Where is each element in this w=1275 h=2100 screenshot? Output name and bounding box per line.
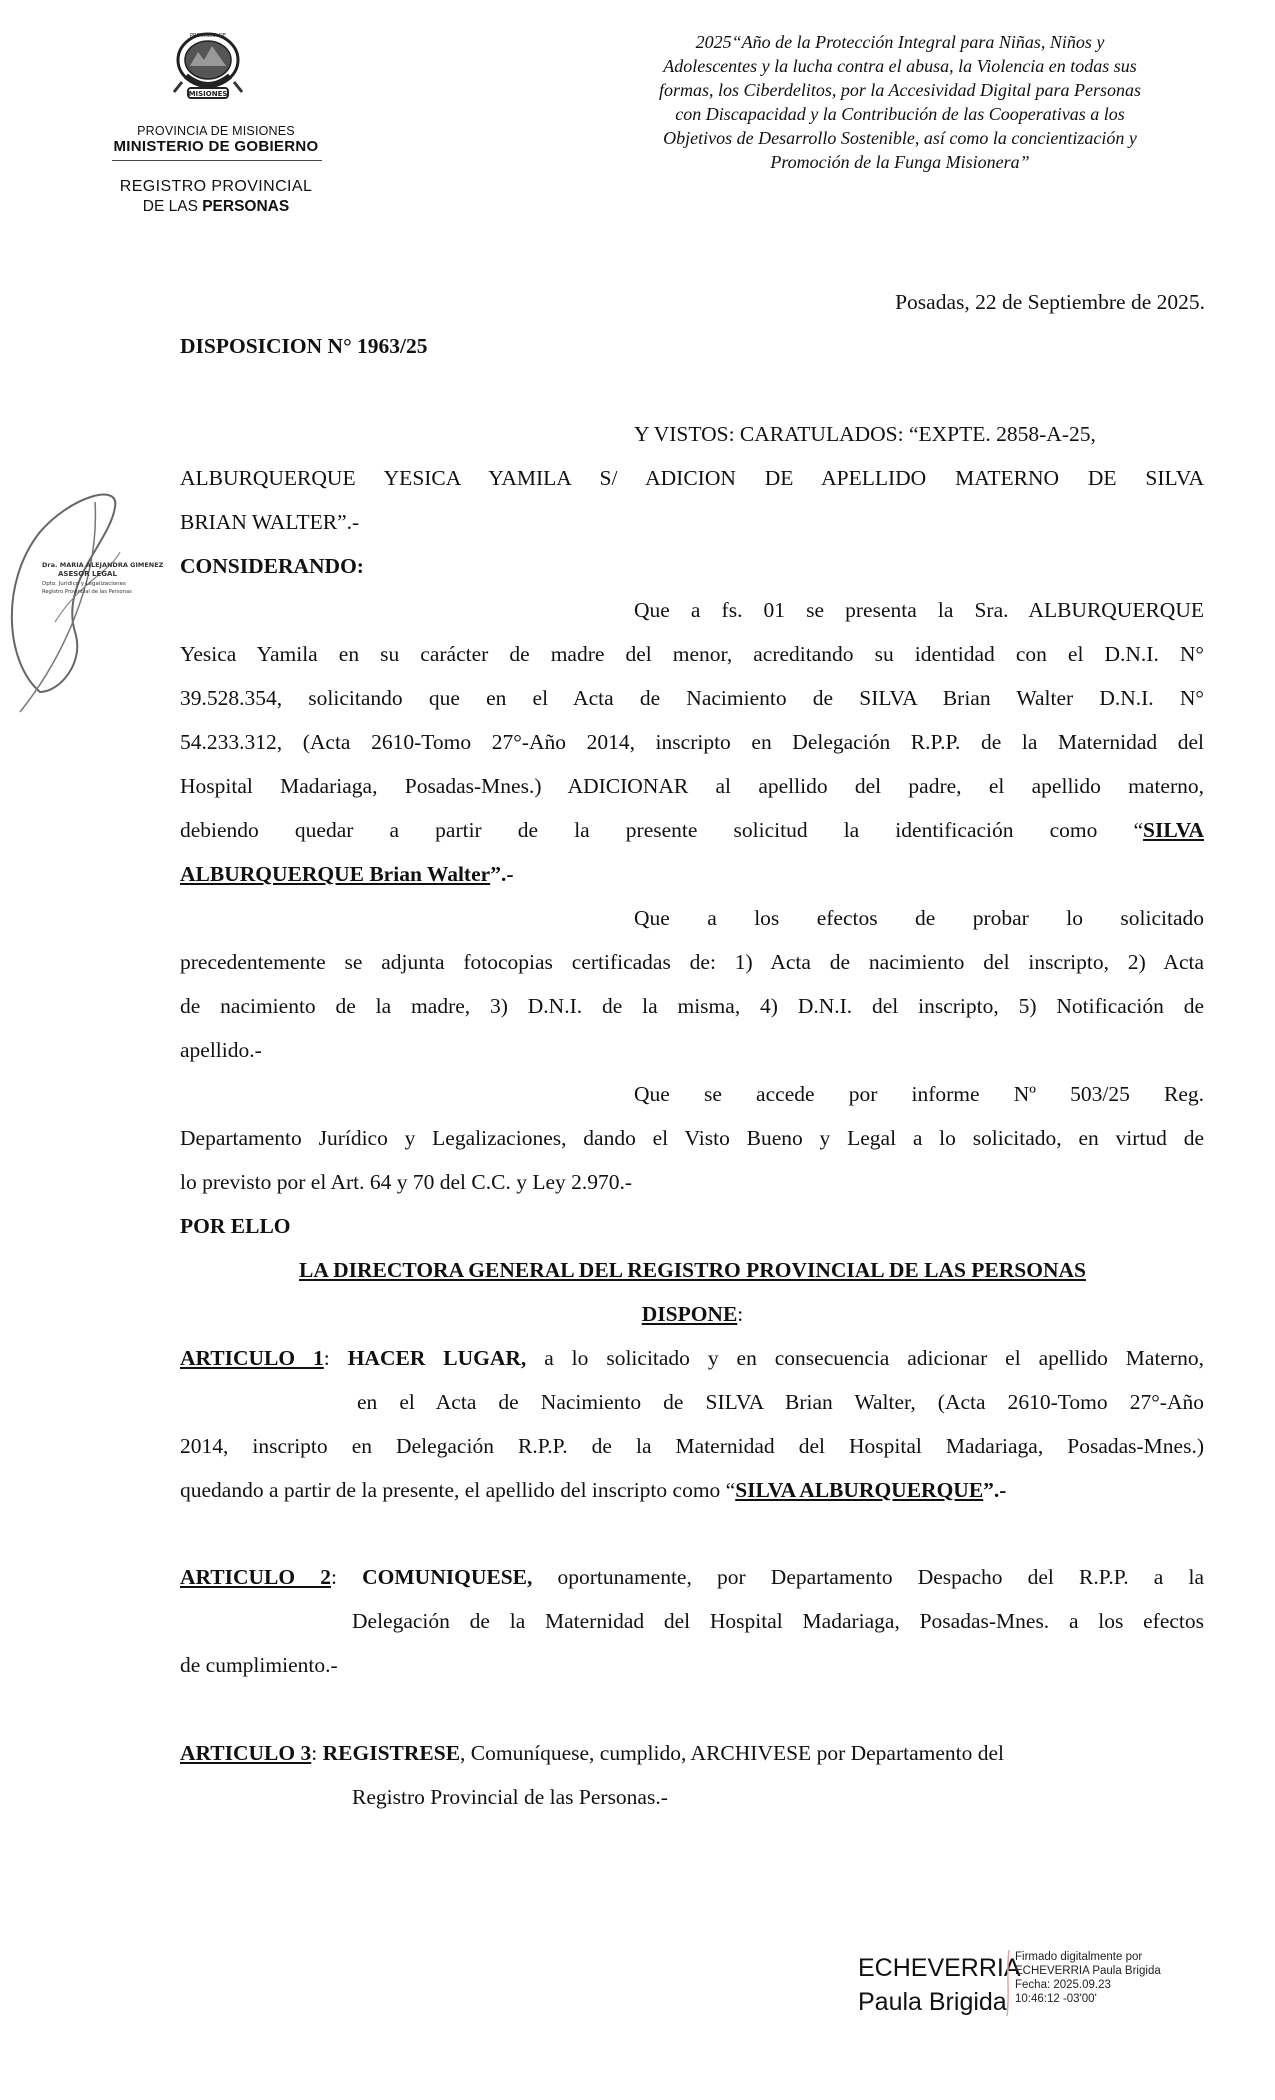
signature-info-line3: Fecha: 2025.09.23 <box>1015 1979 1111 1991</box>
por-ello: POR ELLO <box>180 1214 291 1238</box>
art3-rest: , Comuníquese, cumplido, ARCHIVESE por Departamento del <box>460 1741 1005 1765</box>
directora-heading: LA DIRECTORA GENERAL DEL REGISTRO PROVINCIAL DE LAS PERSONAS <box>299 1258 1086 1282</box>
stamp-line2: ASESOR LEGAL <box>58 570 117 578</box>
province-seal <box>164 26 252 112</box>
dispone-word: DISPONE <box>641 1302 738 1326</box>
p1-line1: Que a fs. 01 se presenta la Sra. ALBURQUERQUE <box>634 598 1204 622</box>
art3-line2: Registro Provincial de las Personas.- <box>352 1785 668 1809</box>
art1-rest: a lo solicitado y en consecuencia adicionar el apellido Materno, <box>526 1346 1204 1370</box>
p2-line3: de nacimiento de la madre, 3) D.N.I. de la misma, 4) D.N.I. del inscripto, 5) Notificación de <box>180 994 1204 1018</box>
art2-line2: Delegación de la Maternidad del Hospital Madariaga, Posadas-Mnes. a los efectos <box>352 1609 1204 1633</box>
art3-label: ARTICULO 3 <box>180 1741 312 1765</box>
art1-label: ARTICULO 1 <box>180 1346 324 1370</box>
p1-line7-bold: ALBURQUERQUE Brian Walter <box>180 862 491 886</box>
signature-mark-icon <box>1005 1948 1011 2018</box>
art3-colon: : <box>311 1741 323 1765</box>
svg-text:PROVINCIA DE: PROVINCIA DE <box>190 33 226 39</box>
signer-name <box>858 1951 1021 2019</box>
stamp-line4: Registro Provincial de las Personas <box>42 589 132 595</box>
svg-text:MISIONES: MISIONES <box>188 90 228 98</box>
vistos-line1: Y VISTOS: CARATULADOS: “EXPTE. 2858-A-25, <box>634 422 1096 446</box>
art1-line4-bold: SILVA ALBURQUERQUE <box>735 1478 984 1502</box>
p1-line6-text: debiendo quedar a partir de la presente solicitud la identificación como “ <box>180 818 1144 842</box>
signer-name-line2: Paula Brigida <box>858 1988 1007 2016</box>
art1-lead: HACER LUGAR, <box>347 1346 527 1370</box>
legal-advisor-stamp <box>0 462 175 718</box>
art2-rest: oportunamente, por Departamento Despacho del R.P.P. a la <box>532 1565 1204 1589</box>
p2-line2: precedentemente se adjunta fotocopias certificadas de: 1) Acta de nacimiento del inscripto, 2) Acta <box>180 950 1204 974</box>
vistos-line2: ALBURQUERQUE YESICA YAMILA S/ ADICION DE APELLIDO MATERNO DE SILVA <box>180 466 1204 490</box>
dispone-colon: : <box>737 1302 744 1326</box>
p2-line4: apellido.- <box>180 1038 262 1062</box>
header-motto: 2025“Año de la Protección Integral para Niñas, Niños y Adolescentes y la lucha contra el abusa, la Violencia en todas sus formas, los Ciberdelitos, por la Accesividad Digital para Personas con Discapacidad y la Contribución de las Cooperativas a los Objetivos de Desarrollo Sostenible, así como la concientización y Promoción de la Funga Misionera” <box>659 32 1141 172</box>
header-ministry: MINISTERIO DE GOBIERNO <box>113 138 319 155</box>
p1-line5: Hospital Madariaga, Posadas-Mnes.) ADICIONAR al apellido del padre, el apellido materno, <box>180 774 1204 798</box>
signature-info-line2: ECHEVERRIA Paula Brigida <box>1015 1965 1161 1977</box>
art1-line4-tail: ”.- <box>983 1478 1007 1502</box>
stamp-line3: Dpto. Jurídico y Legalizaciones <box>42 581 126 587</box>
art3-lead: REGISTRESE <box>322 1741 461 1765</box>
header-province: PROVINCIA DE MISIONES <box>137 124 295 138</box>
art2-line3: de cumplimiento.- <box>180 1653 338 1677</box>
p1-line6-bold: SILVA <box>1143 818 1204 842</box>
disposition-title: DISPOSICION N° 1963/25 <box>180 334 428 358</box>
p3-line1: Que se accede por informe Nº 503/25 Reg. <box>634 1082 1204 1106</box>
art3-line1 <box>180 1741 1004 1766</box>
art1-line4-text: quedando a partir de la presente, el apellido del inscripto como “ <box>180 1478 736 1502</box>
art1-colon: : <box>323 1346 348 1370</box>
art2-lead: COMUNIQUESE, <box>362 1565 533 1589</box>
art1-line4 <box>180 1478 1006 1503</box>
p1-line2: Yesica Yamila en su carácter de madre del menor, acreditando su identidad con el D.N.I. N° <box>180 642 1204 666</box>
considerando-label: CONSIDERANDO: <box>180 554 364 578</box>
place-date: Posadas, 22 de Septiembre de 2025. <box>895 290 1205 314</box>
art1-line2: en el Acta de Nacimiento de SILVA Brian Walter, (Acta 2610-Tomo 27°-Año <box>357 1390 1204 1414</box>
p1-line4: 54.233.312, (Acta 2610-Tomo 27°-Año 2014, inscripto en Delegación R.P.P. de la Maternidad del <box>180 730 1204 754</box>
p1-line7 <box>180 862 513 887</box>
stamp-line1: Dra. MARIA ALEJANDRA GIMENEZ <box>42 561 164 569</box>
signature-info-line1: Firmado digitalmente por <box>1015 1951 1143 1963</box>
header-divider <box>112 160 322 161</box>
vistos-line3: BRIAN WALTER”.- <box>180 510 360 534</box>
art1-line3: 2014, inscripto en Delegación R.P.P. de la Maternidad del Hospital Madariaga, Posadas-Mnes.) <box>180 1434 1204 1458</box>
p3-line2: Departamento Jurídico y Legalizaciones, dando el Visto Bueno y Legal a lo solicitado, en virtud de <box>180 1126 1204 1150</box>
p3-line3: lo previsto por el Art. 64 y 70 del C.C. y Ley 2.970.- <box>180 1170 633 1194</box>
signer-name-line1: ECHEVERRIA <box>858 1954 1021 1982</box>
art2-label: ARTICULO 2 <box>180 1565 332 1589</box>
p2-line1: Que a los efectos de probar lo solicitado <box>634 906 1204 930</box>
signature-info <box>1015 1950 1161 2006</box>
dispone-heading <box>0 1302 1275 1327</box>
header-registry-line1: REGISTRO PROVINCIAL <box>119 178 313 195</box>
p1-line3: 39.528.354, solicitando que en el Acta de Nacimiento de SILVA Brian Walter D.N.I. N° <box>180 686 1204 710</box>
header-registry-line2: DE LAS PERSONAS <box>142 198 290 215</box>
art2-colon: : <box>331 1565 363 1589</box>
p1-line7-tail: ”.- <box>490 862 514 886</box>
signature-info-line4: 10:46:12 -03'00' <box>1015 1993 1097 2005</box>
